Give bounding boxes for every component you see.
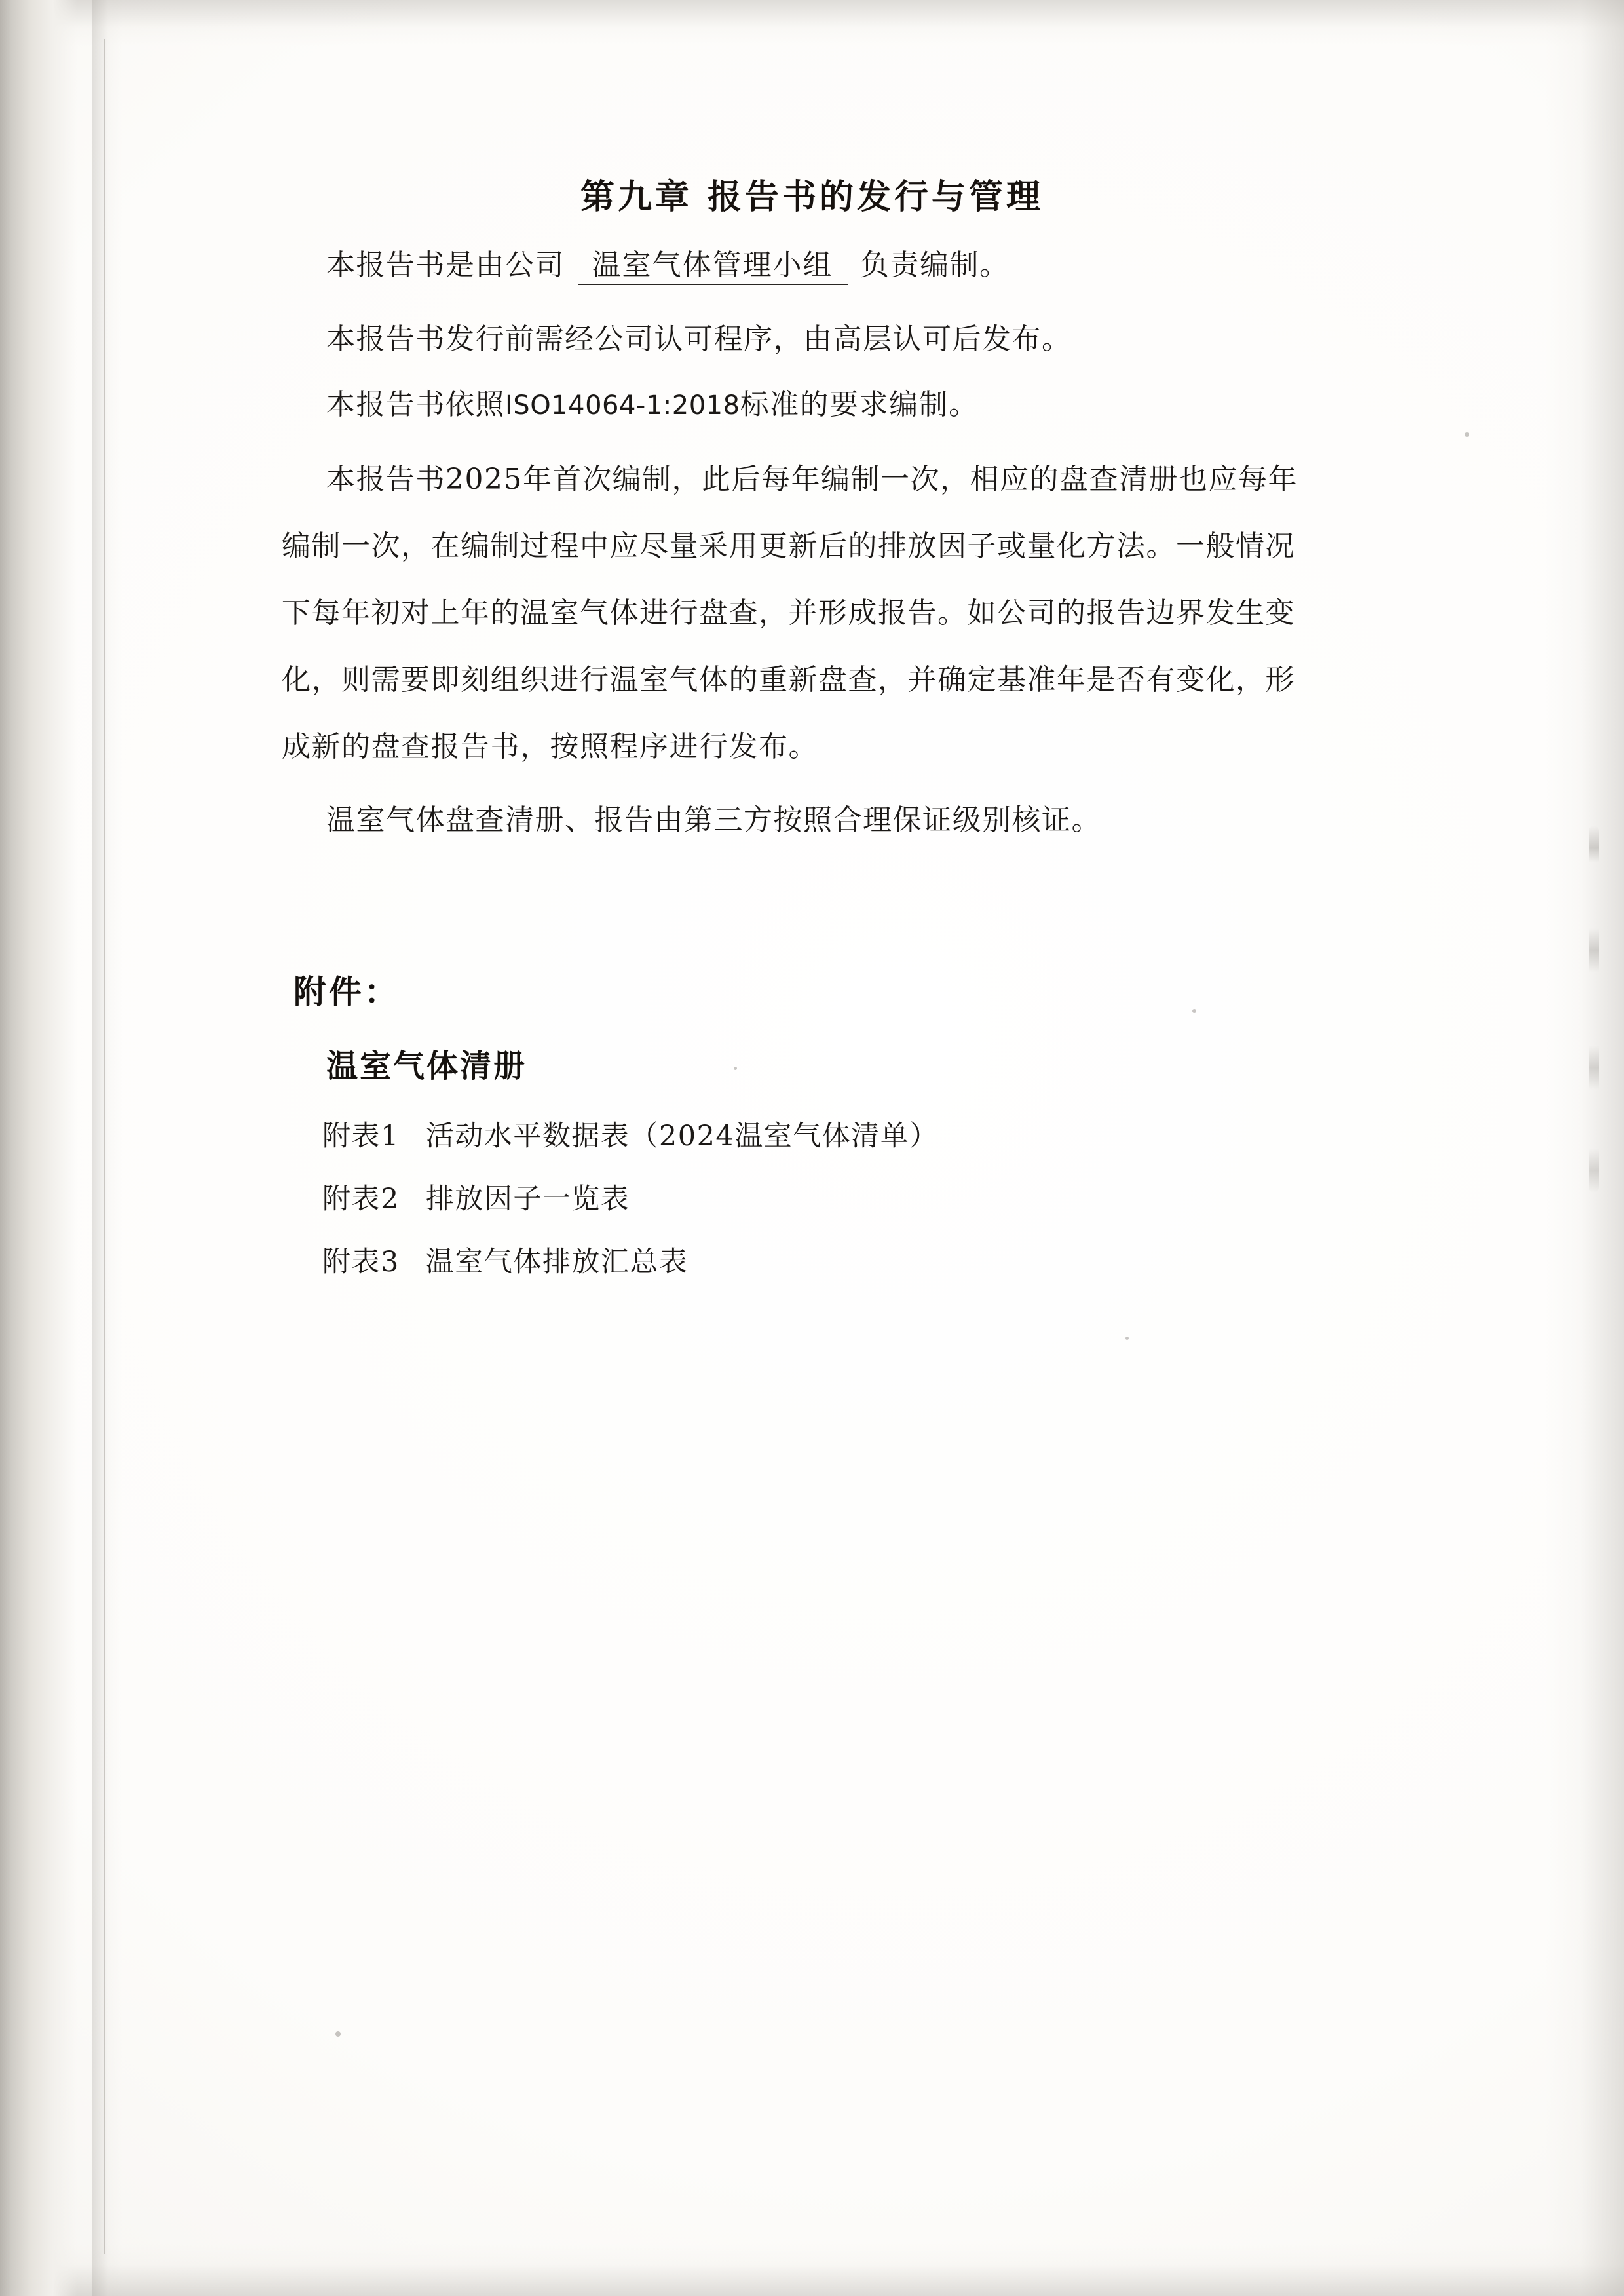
- paragraph-4-line-3-text: 下每年初对上年的温室气体进行盘查，并形成报告。如公司的报告边界发生变: [282, 596, 1295, 630]
- paragraph-3-before: 本报告书依照: [326, 388, 505, 421]
- attachment-list-item: [322, 1114, 939, 1154]
- paragraph-3-after: 标准的要求编制。: [740, 388, 979, 421]
- paragraph-1-after: 负责编制。: [860, 248, 1010, 282]
- attachment-item-label: 温室气体排放汇总表: [425, 1246, 689, 1278]
- paragraph-5: [326, 803, 1101, 837]
- paragraph-5-text: 温室气体盘查清册、报告由第三方按照合理保证级别核证。: [326, 803, 1101, 837]
- paragraph-4-line-5-text: 成新的盘查报告书，按照程序进行发布。: [282, 730, 818, 763]
- paragraph-4-line-5: [282, 730, 818, 763]
- paragraph-4-line-1-text: 本报告书2025年首次编制，此后每年编制一次，相应的盘查清册也应每年: [326, 463, 1298, 496]
- paragraph-1-before: 本报告书是由公司: [326, 248, 565, 282]
- attachment-item-label: 排放因子一览表: [425, 1183, 630, 1215]
- attachment-list-item: [322, 1177, 630, 1217]
- attachment-list-item: [322, 1240, 688, 1280]
- greenhouse-gas-team-blank: 温室气体管理小组: [578, 251, 848, 285]
- attachment-item-label: 活动水平数据表（2024温室气体清单）: [425, 1120, 939, 1153]
- paragraph-4-line-3: [282, 596, 1295, 630]
- paragraph-2: [326, 322, 1072, 356]
- chapter-title: 第九章 报告书的发行与管理: [580, 177, 1044, 217]
- paragraph-4-line-2-text: 编制一次，在编制过程中应尽量采用更新后的排放因子或量化方法。一般情况: [282, 529, 1295, 563]
- paragraph-2-text: 本报告书发行前需经公司认可程序，由高层认可后发布。: [326, 322, 1072, 356]
- paragraph-4-line-1: [326, 465, 1298, 494]
- paragraph-4-line-4-text: 化，则需要即刻组织进行温室气体的重新盘查，并确定基准年是否有变化，形: [282, 663, 1295, 697]
- paragraph-4-line-2: [282, 529, 1295, 563]
- paragraph-4-line-4: [282, 663, 1295, 697]
- paragraph-1: [326, 248, 1010, 285]
- attachment-heading: 附件：: [293, 972, 400, 1011]
- iso-standard-code: ISO14064-1:2018: [505, 391, 740, 421]
- attachment-subheading: 温室气体清册: [326, 1048, 527, 1084]
- paragraph-3: [326, 388, 979, 421]
- attachment-item-number: 附表3: [322, 1246, 400, 1278]
- attachment-item-number: 附表2: [322, 1183, 400, 1215]
- attachment-item-number: 附表1: [322, 1120, 400, 1153]
